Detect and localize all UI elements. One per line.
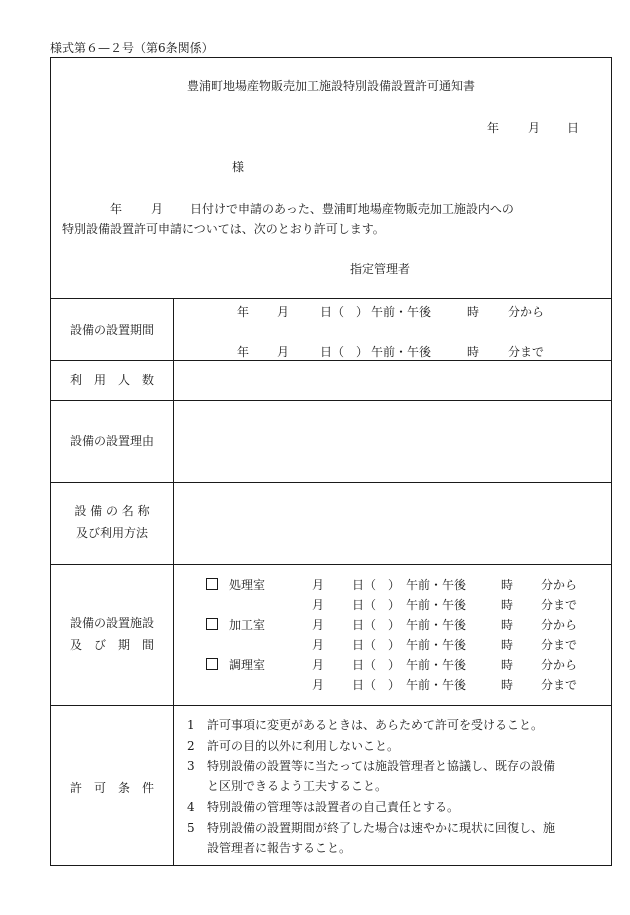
row-divider	[51, 400, 611, 401]
row-divider	[51, 360, 611, 361]
processing-to-ampm: 午前・午後	[406, 598, 467, 612]
body-year-label: 年	[110, 202, 123, 216]
date-day-label: 日	[567, 121, 580, 135]
room-checkbox-processing[interactable]	[206, 578, 218, 592]
cooking-to-day: 日（ ）	[352, 678, 401, 692]
cooking-from-hour: 時	[501, 658, 514, 672]
body-text-line2: 特別設備設置許可申請については、次のとおり許可します。	[62, 222, 385, 236]
work-to-minute: 分まで	[541, 638, 578, 652]
cooking-from-ampm: 午前・午後	[406, 658, 467, 672]
work-to-day: 日（ ）	[352, 638, 401, 652]
date-year-label: 年	[487, 121, 500, 135]
processing-from-month: 月	[312, 578, 325, 592]
condition-5-text-line2: 設管理者に報告すること。	[207, 841, 352, 855]
period-to-minute: 分まで	[508, 345, 545, 359]
processing-to-month: 月	[312, 598, 325, 612]
processing-to-minute: 分まで	[541, 598, 578, 612]
work-to-ampm: 午前・午後	[406, 638, 467, 652]
period-to-ampm: 午前・午後	[371, 345, 432, 359]
equipment-label	[51, 500, 173, 544]
condition-5-text-line1: 特別設備の設置期間が終了した場合は速やかに現状に回復し、施	[207, 821, 556, 835]
document-title: 豊浦町地場産物販売加工施設特別設備設置許可通知書	[186, 79, 475, 93]
cooking-to-minute: 分まで	[541, 678, 578, 692]
row-divider	[51, 298, 611, 299]
room-label-cooking: 調理室	[229, 658, 266, 672]
condition-3-text-line2: と区別できるよう工夫すること。	[207, 779, 388, 793]
period-to-hour: 時	[467, 345, 480, 359]
room-checkbox-processing-work[interactable]	[206, 618, 218, 632]
period-from-year: 年	[237, 305, 250, 319]
work-from-day: 日（ ）	[352, 618, 401, 632]
date-month-label: 月	[528, 121, 541, 135]
users-label: 利 用 人 数	[69, 373, 154, 387]
facilities-label-line1: 設備の設置施設	[69, 616, 154, 630]
condition-3-text-line1: 特別設備の設置等に当たっては施設管理者と協議し、既存の設備	[207, 759, 556, 773]
work-from-hour: 時	[501, 618, 514, 632]
processing-from-ampm: 午前・午後	[406, 578, 467, 592]
room-checkbox-cooking[interactable]	[206, 658, 218, 672]
work-to-month: 月	[312, 638, 325, 652]
cooking-from-minute: 分から	[541, 658, 578, 672]
period-label: 設備の設置期間	[69, 323, 154, 337]
work-from-minute: 分から	[541, 618, 578, 632]
condition-4-text: 特別設備の管理等は設置者の自己責任とする。	[207, 800, 460, 814]
reason-label: 設備の設置理由	[69, 434, 154, 448]
cooking-to-month: 月	[312, 678, 325, 692]
condition-4-number: 4	[187, 800, 195, 814]
facilities-label	[51, 612, 173, 656]
condition-2-text: 許可の目的以外に利用しないこと。	[207, 739, 400, 753]
period-to-month: 月	[277, 345, 290, 359]
facilities-label-line2: 及 び 期 間	[69, 638, 154, 652]
body-month-label: 月	[151, 202, 164, 216]
condition-3-number: 3	[187, 759, 195, 773]
period-from-hour: 時	[467, 305, 480, 319]
work-from-ampm: 午前・午後	[406, 618, 467, 632]
row-divider	[51, 482, 611, 483]
condition-1-text: 許可事項に変更があるときは、あらためて許可を受けること。	[207, 718, 544, 732]
period-to-day: 日（ ）	[320, 345, 369, 359]
row-divider	[51, 705, 611, 706]
label-column-divider	[173, 298, 174, 865]
form-number: 様式第６—２号（第6条関係）	[50, 41, 214, 55]
processing-to-day: 日（ ）	[352, 598, 401, 612]
period-from-ampm: 午前・午後	[371, 305, 432, 319]
cooking-to-ampm: 午前・午後	[406, 678, 467, 692]
conditions-label: 許 可 条 件	[69, 781, 154, 795]
work-to-hour: 時	[501, 638, 514, 652]
signatory-label: 指定管理者	[350, 262, 411, 276]
equipment-label-line1: 設 備 の 名 称	[74, 504, 150, 518]
addressee-suffix: 様	[232, 160, 245, 174]
period-to-year: 年	[237, 345, 250, 359]
processing-from-day: 日（ ）	[352, 578, 401, 592]
body-text-line1: 日付けで申請のあった、豊浦町地場産物販売加工施設内への	[190, 202, 514, 216]
cooking-from-month: 月	[312, 658, 325, 672]
period-from-month: 月	[277, 305, 290, 319]
cooking-from-day: 日（ ）	[352, 658, 401, 672]
processing-to-hour: 時	[501, 598, 514, 612]
work-from-month: 月	[312, 618, 325, 632]
equipment-label-line2: 及び利用方法	[75, 526, 148, 540]
cooking-to-hour: 時	[501, 678, 514, 692]
condition-5-number: 5	[187, 821, 195, 835]
period-from-minute: 分から	[508, 305, 545, 319]
processing-from-hour: 時	[501, 578, 514, 592]
condition-1-number: 1	[187, 718, 195, 732]
room-label-processing: 処理室	[229, 578, 266, 592]
permit-notice-form	[50, 57, 612, 866]
room-label-processing-work: 加工室	[229, 618, 266, 632]
period-from-day: 日（ ）	[320, 305, 369, 319]
processing-from-minute: 分から	[541, 578, 578, 592]
condition-2-number: 2	[187, 739, 195, 753]
row-divider	[51, 564, 611, 565]
